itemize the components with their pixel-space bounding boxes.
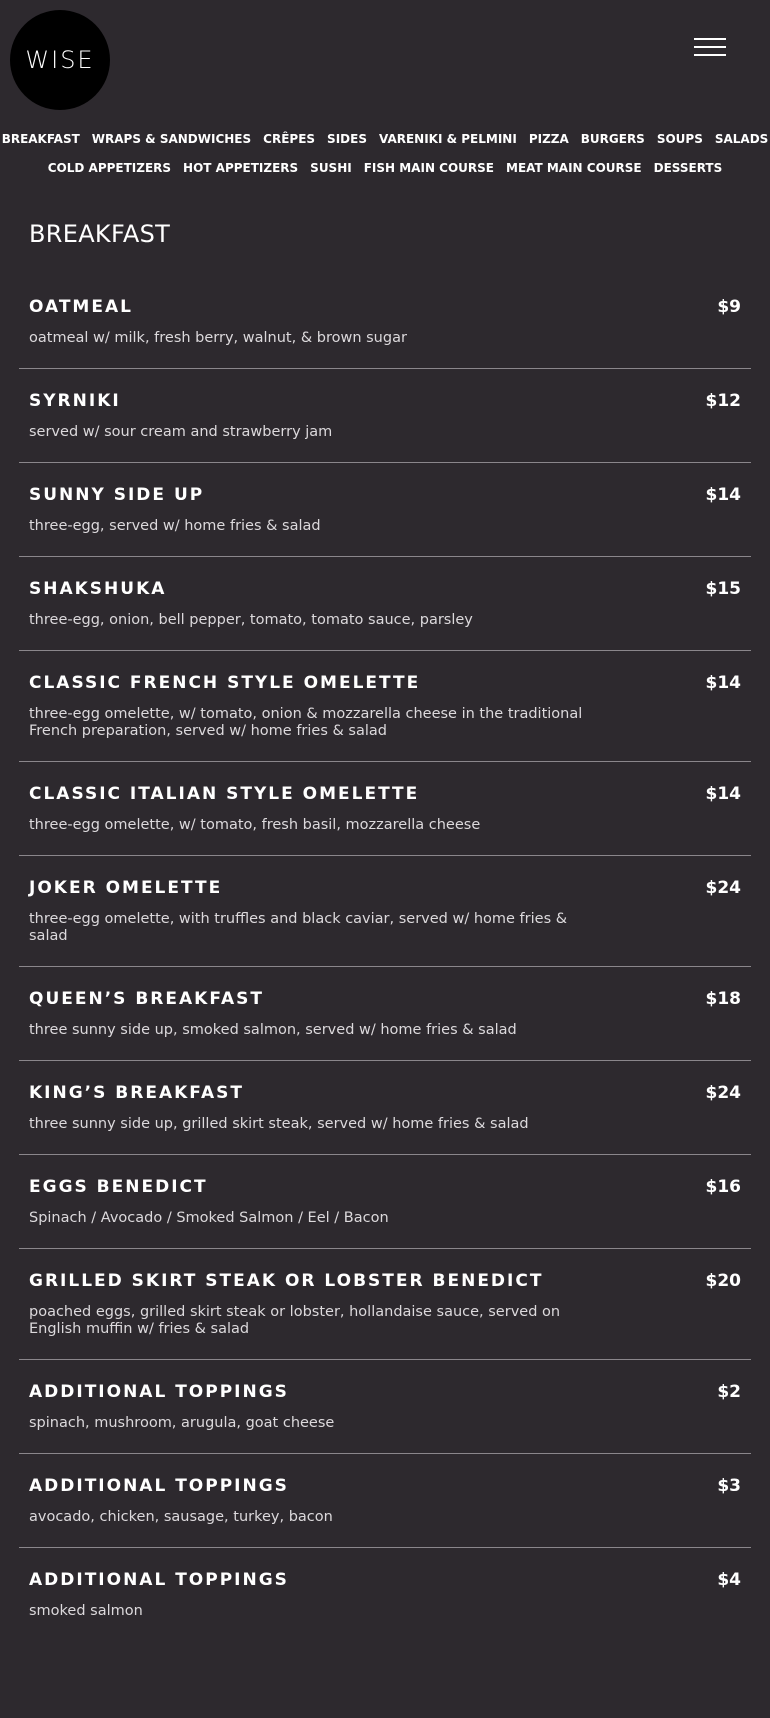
menu-item-description: three sunny side up, grilled skirt steak, served w/ home fries & salad [29, 1116, 529, 1132]
category-link-desserts[interactable]: DESSERTS [653, 160, 723, 175]
menu-item-list [19, 275, 751, 1641]
category-link-cold-appetizers[interactable]: COLD APPETIZERS [47, 160, 172, 175]
menu-item [19, 761, 751, 855]
menu-item-price: $2 [717, 1382, 741, 1402]
category-link-breakfast[interactable]: BREAKFAST [1, 131, 80, 146]
category-link-pizza[interactable]: PIZZA [528, 131, 569, 146]
menu-item-name: OATMEAL [29, 297, 133, 317]
menu-item [19, 966, 751, 1060]
menu-item-name: ADDITIONAL TOPPINGS [29, 1382, 289, 1402]
category-link-hot-appetizers[interactable]: HOT APPETIZERS [183, 160, 299, 175]
category-link-sides[interactable]: SIDES [327, 131, 367, 146]
menu-item-name: CLASSIC ITALIAN STYLE OMELETTE [29, 784, 420, 804]
menu-item-name: CLASSIC FRENCH STYLE OMELETTE [29, 673, 421, 693]
menu-item-price: $20 [705, 1271, 741, 1291]
menu-item-price: $4 [717, 1570, 741, 1590]
menu-item-price: $14 [705, 784, 741, 804]
menu-item [19, 1547, 751, 1641]
menu-item-name: EGGS BENEDICT [29, 1177, 208, 1197]
menu-item-price: $14 [705, 673, 741, 693]
menu-item-name: KING’S BREAKFAST [29, 1083, 244, 1103]
category-link-fish-main-course[interactable]: FISH MAIN COURSE [363, 160, 494, 175]
menu-item-name: SYRNIKI [29, 391, 121, 411]
menu-item-description: spinach, mushroom, arugula, goat cheese [29, 1415, 335, 1431]
menu-item [19, 1154, 751, 1248]
hamburger-menu-icon[interactable] [694, 36, 726, 58]
menu-item-description: served w/ sour cream and strawberry jam [29, 424, 333, 440]
hamburger-bar [694, 54, 726, 56]
menu-item [19, 275, 751, 368]
menu-item [19, 855, 751, 966]
category-row-1 [0, 124, 770, 153]
menu-item-description: three-egg, onion, bell pepper, tomato, tomato sauce, parsley [29, 612, 473, 628]
menu-item-description: three sunny side up, smoked salmon, served w/ home fries & salad [29, 1022, 517, 1038]
menu-item [19, 1248, 751, 1359]
menu-item [19, 1359, 751, 1453]
menu-item-description: avocado, chicken, sausage, turkey, bacon [29, 1509, 333, 1525]
menu-item-name: QUEEN’S BREAKFAST [29, 989, 264, 1009]
menu-item [19, 1060, 751, 1154]
section-title: BREAKFAST [29, 220, 171, 248]
menu-item-description: smoked salmon [29, 1603, 143, 1619]
hamburger-bar [694, 38, 726, 40]
menu-item-name: SHAKSHUKA [29, 579, 167, 599]
menu-item [19, 462, 751, 556]
category-link-wraps-and-sandwiches[interactable]: WRAPS & SANDWICHES [91, 131, 252, 146]
hamburger-bar [694, 46, 726, 48]
menu-item-price: $15 [705, 579, 741, 599]
menu-item-description: three-egg, served w/ home fries & salad [29, 518, 321, 534]
category-nav [0, 124, 770, 182]
wise-logo[interactable] [10, 10, 110, 110]
menu-item-price: $12 [705, 391, 741, 411]
menu-item-description: oatmeal w/ milk, fresh berry, walnut, & brown sugar [29, 330, 407, 346]
menu-item [19, 650, 751, 761]
logo-text: WISE [25, 46, 95, 74]
menu-item [19, 368, 751, 462]
menu-item-price: $3 [717, 1476, 741, 1496]
menu-item-description: three-egg omelette, w/ tomato, fresh basil, mozzarella cheese [29, 817, 481, 833]
menu-item-price: $24 [705, 878, 741, 898]
category-link-vareniki-and-pelmini[interactable]: VARENIKI & PELMINI [378, 131, 517, 146]
menu-item-name: ADDITIONAL TOPPINGS [29, 1570, 289, 1590]
menu-item-name: GRILLED SKIRT STEAK OR LOBSTER BENEDICT [29, 1271, 544, 1291]
menu-item-name: ADDITIONAL TOPPINGS [29, 1476, 289, 1496]
menu-item-description: poached eggs, grilled skirt steak or lobster, hollandaise sauce, served on English muffin w/ fries & salad [29, 1304, 561, 1337]
menu-item-price: $9 [717, 297, 741, 317]
menu-item-price: $24 [705, 1083, 741, 1103]
menu-item-name: SUNNY SIDE UP [29, 485, 205, 505]
menu-item-description: three-egg omelette, w/ tomato, onion & mozzarella cheese in the traditional French preparation, served w/ home fries & salad [29, 706, 583, 739]
menu-item-description: Spinach / Avocado / Smoked Salmon / Eel / Bacon [29, 1210, 389, 1226]
category-link-cr-pes[interactable]: CRÊPES [263, 131, 316, 146]
menu-item [19, 556, 751, 650]
category-link-burgers[interactable]: BURGERS [580, 131, 645, 146]
menu-item-price: $14 [705, 485, 741, 505]
category-link-meat-main-course[interactable]: MEAT MAIN COURSE [506, 160, 642, 175]
menu-item [19, 1453, 751, 1547]
menu-item-description: three-egg omelette, with truffles and black caviar, served w/ home fries & salad [29, 911, 568, 944]
category-link-soups[interactable]: SOUPS [656, 131, 703, 146]
menu-item-name: JOKER OMELETTE [29, 878, 223, 898]
menu-item-price: $16 [705, 1177, 741, 1197]
category-link-sushi[interactable]: SUSHI [310, 160, 352, 175]
menu-item-price: $18 [705, 989, 741, 1009]
category-row-2 [0, 153, 770, 182]
category-link-salads[interactable]: SALADS [714, 131, 769, 146]
